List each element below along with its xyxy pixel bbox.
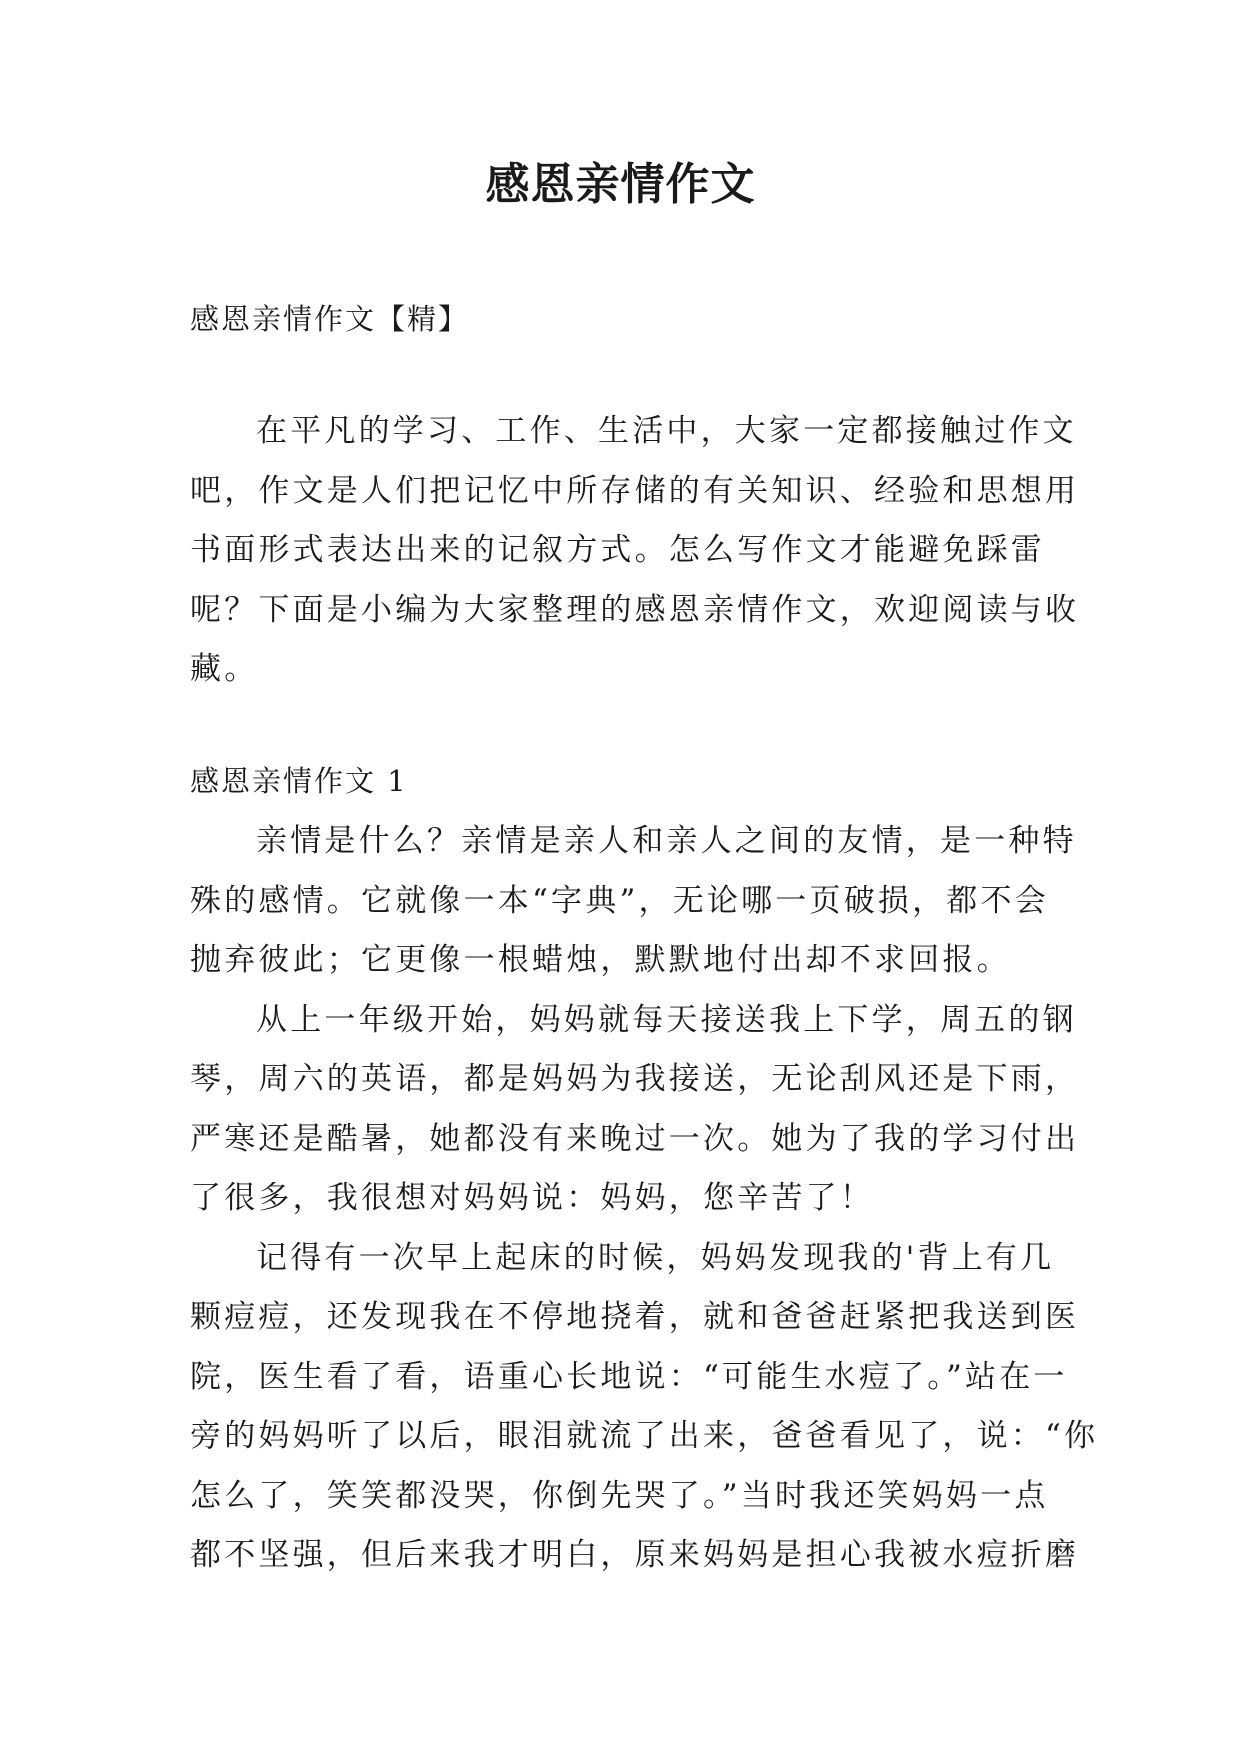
text-line: 了很多，我很想对妈妈说：妈妈，您辛苦了！: [190, 1180, 874, 1216]
essay-heading: 感恩亲情作文 1: [190, 764, 408, 798]
text-line: 怎么了，笑笑都没哭，你倒先哭了。”当时我还笑妈妈一点: [190, 1477, 1049, 1514]
text-line: 记得有一次早上起床的时候，妈妈发现我的'背上有几: [256, 1239, 1055, 1276]
essay-paragraph: [190, 812, 1077, 991]
text-line: 严寒还是酷暑，她都没有来晚过一次。她为了我的学习付出: [190, 1120, 1080, 1157]
text-line: 都不坚强，但后来我才明白，原来妈妈是担心我被水痘折磨: [190, 1537, 1080, 1573]
text-line: 吧，作文是人们把记忆中所存储的有关知识、经验和思想用: [190, 472, 1080, 509]
document-title: 感恩亲情作文: [485, 159, 756, 210]
text-line: 亲情是什么？亲情是亲人和亲人之间的友情，是一种特: [256, 823, 1077, 859]
text-line: 旁的妈妈听了以后，眼泪就流了出来，爸爸看见了，说：“你: [190, 1418, 1099, 1454]
text-line: 琴，周六的英语，都是妈妈为我接送，无论刮风还是下雨，: [190, 1061, 1080, 1097]
text-line: 颗痘痘，还发现我在不停地挠着，就和爸爸赶紧把我送到医: [190, 1299, 1080, 1335]
text-line: 呢？下面是小编为大家整理的感恩亲情作文，欢迎阅读与收: [190, 591, 1080, 628]
text-line: 在平凡的学习、工作、生活中，大家一定都接触过作文: [256, 413, 1077, 449]
text-line: 抛弃彼此；它更像一根蜡烛，默默地付出却不求回报。: [190, 942, 1011, 978]
document-subtitle: 感恩亲情作文【精】: [190, 302, 470, 336]
essay-body: [190, 812, 1099, 1586]
text-line: 殊的感情。它就像一本“字典”，无论哪一页破损，都不会: [190, 882, 1049, 919]
essay-paragraph: [190, 1229, 1099, 1586]
text-line: 从上一年级开始，妈妈就每天接送我上下学，周五的钢: [256, 1001, 1077, 1038]
text-line: 院，医生看了看，语重心长地说：“可能生水痘了。”站在一: [190, 1358, 1068, 1395]
essay-paragraph: [190, 991, 1080, 1229]
intro-paragraph: [190, 402, 1080, 700]
intro-section: [190, 402, 1080, 700]
text-line: 藏。: [190, 651, 259, 687]
text-line: 书面形式表达出来的记叙方式。怎么写作文才能避免踩雷: [190, 532, 1045, 568]
